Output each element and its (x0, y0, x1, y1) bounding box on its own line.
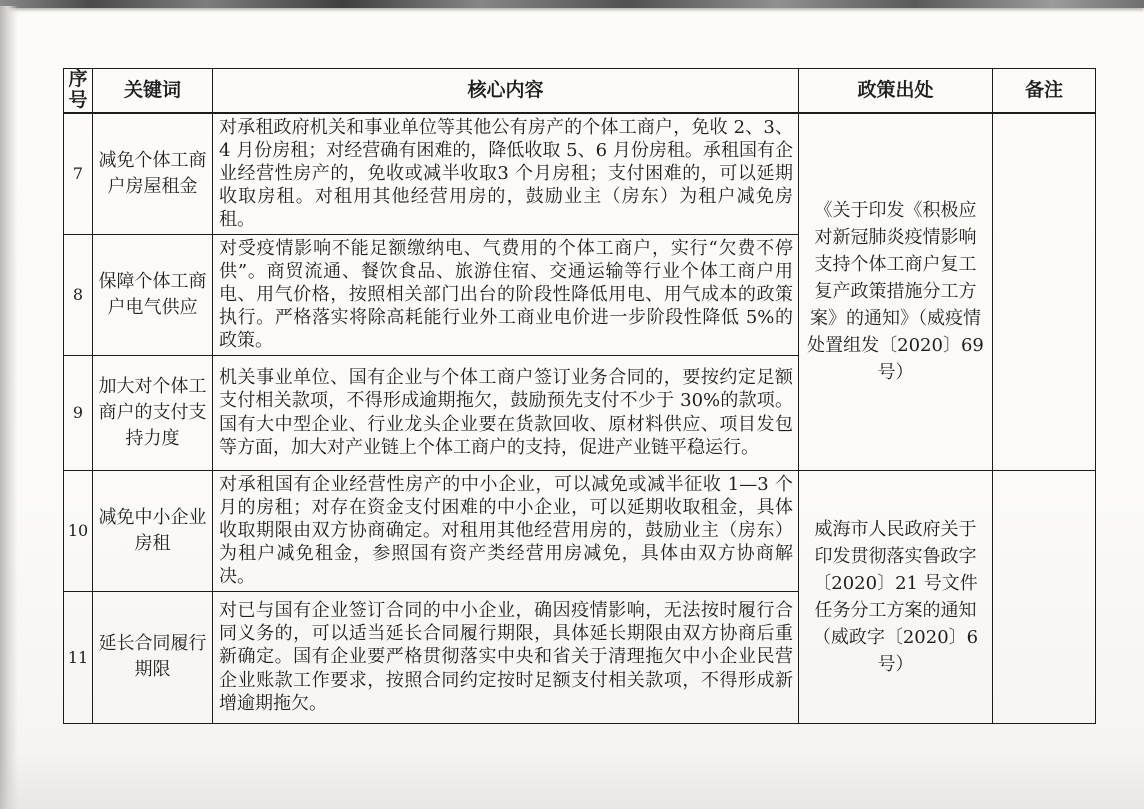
row-number: 11 (64, 591, 93, 723)
keyword-cell: 延长合同履行期限 (93, 591, 213, 723)
table-row (64, 470, 1096, 591)
row-number: 10 (64, 470, 93, 591)
scanner-edge-shadow-left (0, 6, 18, 809)
keyword-cell: 减免中小企业房租 (93, 470, 213, 591)
policy-table (63, 68, 1096, 724)
keyword-cell: 减免个体工商户房屋租金 (93, 113, 213, 235)
row-number: 9 (64, 355, 93, 470)
remark-cell (993, 470, 1096, 723)
column-header-remark: 备注 (993, 69, 1096, 113)
column-header-content: 核心内容 (213, 69, 799, 113)
scanner-edge-artifact-top (0, 0, 1144, 8)
column-header-serial: 序号 (64, 69, 93, 113)
row-number: 8 (64, 234, 93, 355)
policy-source-cell: 威海市人民政府关于印发贯彻落实鲁政字〔2020〕21 号文件任务分工方案的通知（威政字〔2020〕6 号） (799, 470, 993, 723)
table-row (64, 113, 1096, 235)
content-cell: 对受疫情影响不能足额缴纳电、气费用的个体工商户，实行“欠费不停供”。商贸流通、餐饮食品、旅游住宿、交通运输等行业个体工商户用电、用气价格，按照相关部门出台的阶段性降低用电、用气成本的政策执行。严格落实将除高耗能行业外工商业电价进一步阶段性降低 5%的政策。 (213, 234, 799, 355)
content-cell: 对已与国有企业签订合同的中小企业，确因疫情影响，无法按时履行合同义务的，可以适当延长合同履行期限，具体延长期限由双方协商后重新确定。国有企业要严格贯彻落实中央和省关于清理拖欠中小企业民营企业账款工作要求，按照合同约定按时足额支付相关款项，不得形成新增逾期拖欠。 (213, 591, 799, 723)
content-cell: 机关事业单位、国有企业与个体工商户签订业务合同的，要按约定足额支付相关款项，不得形成逾期拖欠，鼓励预先支付不少于 30%的款项。国有大中型企业、行业龙头企业要在货款回收、原材料供应、项目发包等方面，加大对产业链上个体工商户的支持，促进产业链平稳运行。 (213, 355, 799, 470)
table-header-row (64, 69, 1096, 113)
policy-source-cell: 《关于印发《积极应对新冠肺炎疫情影响支持个体工商户复工复产政策措施分工方案》的通知》（威疫情处置组发〔2020〕69号） (799, 113, 993, 471)
column-header-source: 政策出处 (799, 69, 993, 113)
keyword-cell: 保障个体工商户电气供应 (93, 234, 213, 355)
keyword-cell: 加大对个体工商户的支付支持力度 (93, 355, 213, 470)
scanner-shadow-bottom (0, 749, 1144, 809)
remark-cell (993, 113, 1096, 471)
column-header-keyword: 关键词 (93, 69, 213, 113)
row-number: 7 (64, 113, 93, 235)
content-cell: 对承租政府机关和事业单位等其他公有房产的个体工商户，免收 2、3、4 月份房租；对经营确有困难的，降低收取 5、6 月份房租。承租国有企业经营性房产的，免收或减半收取3 个月房租；支付困难的，可以延期收取房租。对租用其他经营用房的，鼓励业主（房东）为租户减免房租。 (213, 113, 799, 235)
content-cell: 对承租国有企业经营性房产的中小企业，可以减免或减半征收 1—3 个月的房租；对存在资金支付困难的中小企业，可以延期收取租金，具体收取期限由双方协商确定。对租用其他经营用房的，鼓励业主（房东）为租户减免租金，参照国有资产类经营用房减免，具体由双方协商解决。 (213, 470, 799, 591)
